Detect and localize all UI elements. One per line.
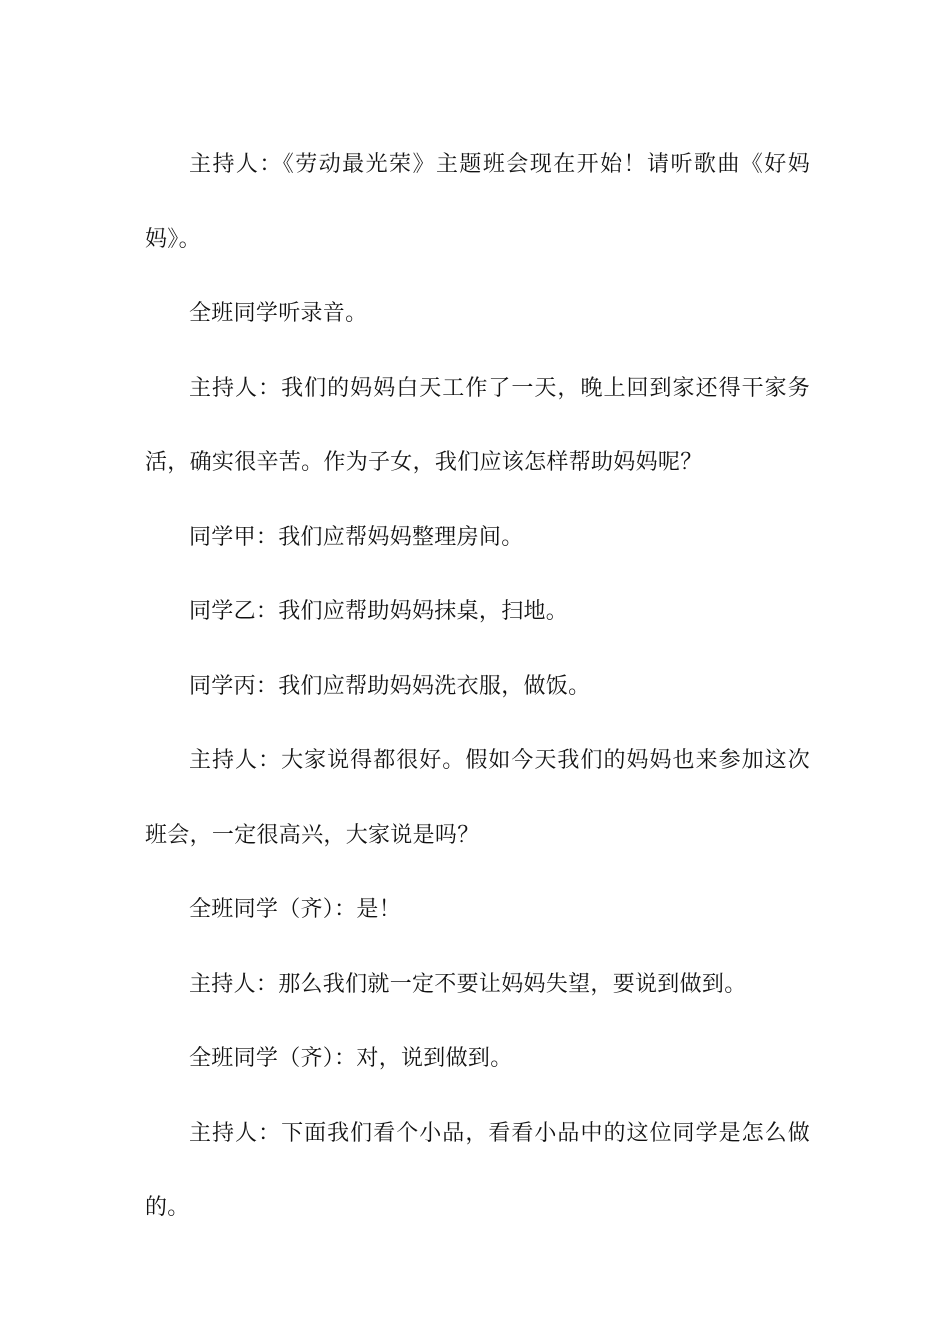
paragraph-host-opening: 主持人：《劳动最光荣》主题班会现在开始！请听歌曲《好妈妈》。 (145, 152, 810, 252)
paragraph-host-question: 主持人：我们的妈妈白天工作了一天，晚上回到家还得干家务活，确实很辛苦。作为子女，我们应该怎样帮助妈妈呢？ (145, 375, 810, 475)
paragraph-student-a: 同学甲：我们应帮妈妈整理房间。 (189, 524, 524, 550)
paragraph-host-praise: 主持人：大家说得都很好。假如今天我们的妈妈也来参加这次班会，一定很高兴，大家说是吗？ (145, 748, 810, 848)
paragraph-host-skit: 主持人：下面我们看个小品，看看小品中的这位同学是怎么做的。 (145, 1120, 810, 1220)
paragraph-class-yes: 全班同学（齐）：是！ (189, 897, 402, 922)
paragraph-class-listens: 全班同学听录音。 (189, 301, 368, 326)
paragraph-student-b: 同学乙：我们应帮助妈妈抹桌，扫地。 (189, 599, 569, 624)
paragraph-student-c: 同学丙：我们应帮助妈妈洗衣服，做饭。 (189, 673, 591, 699)
paragraph-class-agree: 全班同学（齐）：对，说到做到。 (189, 1046, 513, 1071)
paragraph-host-promise: 主持人：那么我们就一定不要让妈妈失望，要说到做到。 (189, 971, 747, 997)
document-body (145, 128, 810, 1246)
